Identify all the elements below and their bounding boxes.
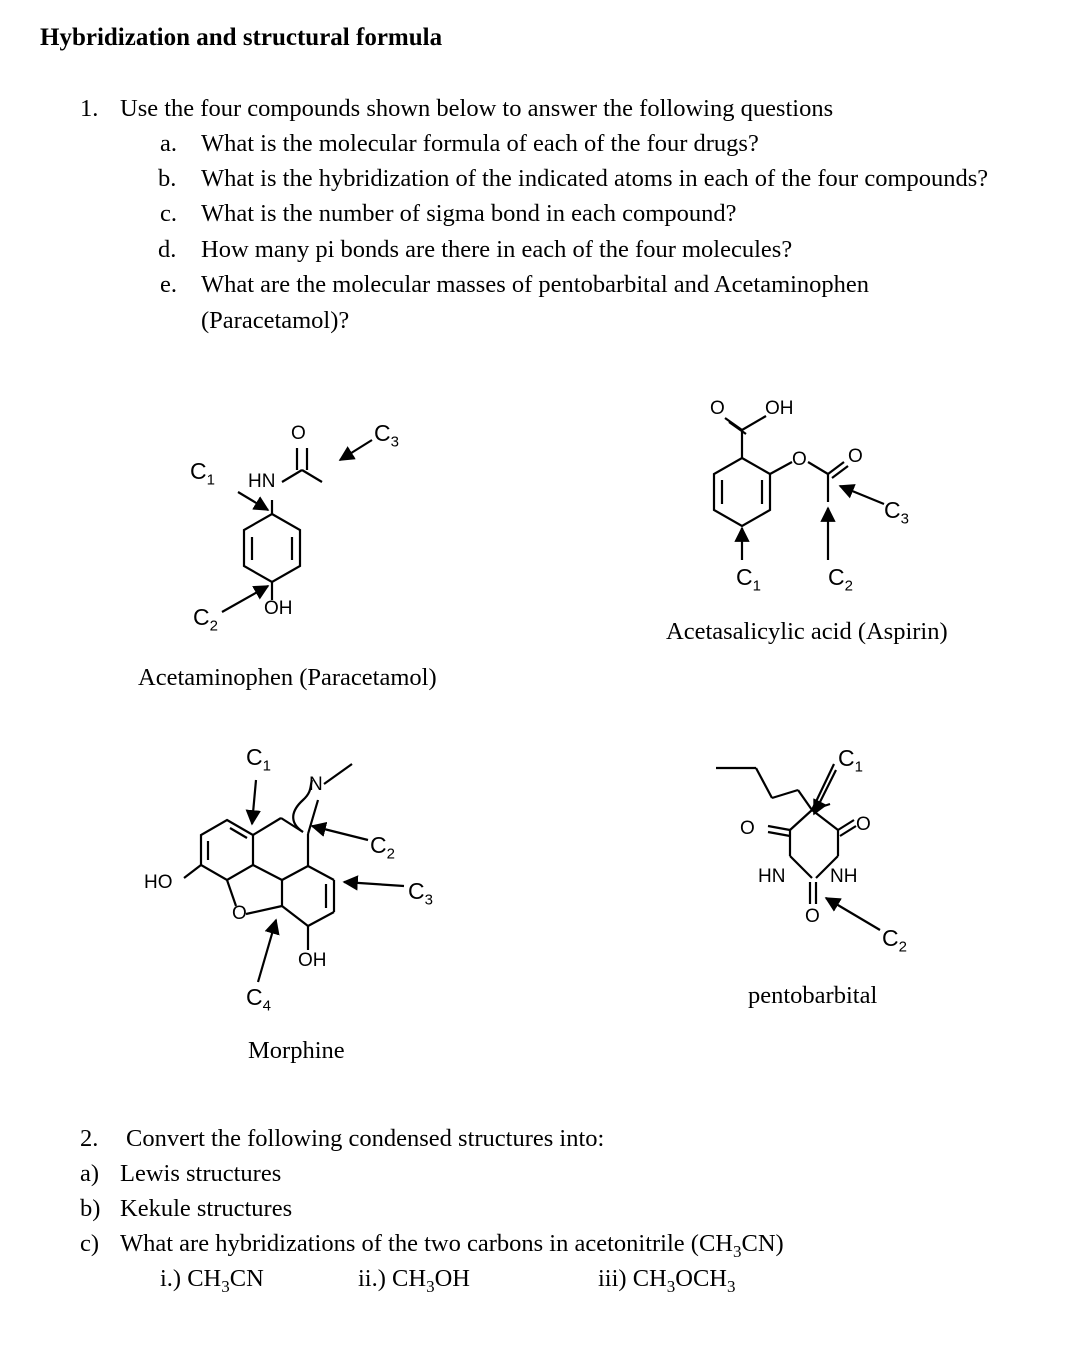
morphine-n: N xyxy=(309,774,323,795)
pentobarbital-caption: pentobarbital xyxy=(748,982,878,1009)
q2-b-text: Kekule structures xyxy=(120,1195,293,1222)
aspirin-carbonyl-o: O xyxy=(848,446,863,467)
q1-a-letter: a. xyxy=(160,130,177,157)
morphine-label-c2: $C_2$ xyxy=(370,832,395,863)
acetaminophen-oh: OH xyxy=(264,598,293,619)
q2-b-letter: b) xyxy=(80,1195,101,1222)
q1-e-letter: e. xyxy=(160,271,177,298)
question-1-number: 1. xyxy=(80,95,99,122)
question-2-number: 2. xyxy=(80,1125,99,1152)
q2-c-text: What are hybridizations of the two carbons in acetonitrile $(CH_3CN)$ xyxy=(120,1230,784,1261)
pentobarbital-carbonyl-o-right: O xyxy=(856,814,871,835)
pentobarbital-label-c2: $C_2$ xyxy=(882,925,907,956)
pentobarbital-label-c1: $C_1$ xyxy=(838,745,863,776)
aspirin-carboxyl-o: O xyxy=(710,398,725,419)
pentobarbital-nh: NH xyxy=(830,866,858,887)
q1-b-letter: b. xyxy=(158,165,177,192)
formula-ch3och3: iii) $CH_3OCH_3$ xyxy=(598,1265,736,1296)
q2-a-letter: a) xyxy=(80,1160,100,1187)
pentobarbital-carbonyl-o-left: O xyxy=(740,818,755,839)
morphine-label-c1: $C_1$ xyxy=(246,744,271,775)
pentobarbital-carbonyl-o-bottom: O xyxy=(805,906,820,927)
aspirin-ester-o: O xyxy=(792,449,807,470)
q2-a-text: Lewis structures xyxy=(120,1160,282,1187)
aspirin-label-c3: $C_3$ xyxy=(884,497,909,528)
acetaminophen-label-c2: $C_2$ xyxy=(193,604,218,635)
aspirin-carboxyl-oh: OH xyxy=(765,398,794,419)
acetaminophen-label-c1: $C_1$ xyxy=(190,458,215,489)
morphine-oh: OH xyxy=(298,950,327,971)
pentobarbital-hn: HN xyxy=(758,866,786,887)
morphine-ether-o: O xyxy=(232,903,247,924)
q1-c-letter: c. xyxy=(160,200,177,227)
aspirin-caption: Acetasalicylic acid (Aspirin) xyxy=(666,618,948,645)
q1-b-text: What is the hybridization of the indicated atoms in each of the four compounds? xyxy=(201,165,989,192)
question-1-text: Use the four compounds shown below to answer the following questions xyxy=(120,95,834,122)
q1-d-letter: d. xyxy=(158,236,177,263)
acetaminophen-carbonyl-o: O xyxy=(291,423,306,444)
morphine-caption: Morphine xyxy=(248,1037,345,1064)
q1-d-text: How many pi bonds are there in each of the four molecules? xyxy=(201,236,793,263)
question-2-text: Convert the following condensed structures into: xyxy=(126,1125,605,1152)
q1-e-text: What are the molecular masses of pentobarbital and Acetaminophen xyxy=(201,271,870,298)
page-title: Hybridization and structural formula xyxy=(40,24,443,51)
aspirin-label-c1: $C_1$ xyxy=(736,564,761,595)
morphine-label-c3: $C_3$ xyxy=(408,878,433,909)
q1-a-text: What is the molecular formula of each of the four drugs? xyxy=(201,130,759,157)
aspirin-label-c2: $C_2$ xyxy=(828,564,853,595)
q1-e-text-continued: (Paracetamol)? xyxy=(201,307,350,334)
acetaminophen-label-c3: $C_3$ xyxy=(374,420,399,451)
q2-c-letter: c) xyxy=(80,1230,100,1257)
morphine-ho: HO xyxy=(144,872,173,893)
q1-c-text: What is the number of sigma bond in each compound? xyxy=(201,200,737,227)
morphine-label-c4: $C_4$ xyxy=(246,984,271,1015)
formula-ch3cn: i.) $CH_3CN$ xyxy=(160,1265,264,1296)
acetaminophen-caption: Acetaminophen (Paracetamol) xyxy=(138,664,437,691)
acetaminophen-hn: HN xyxy=(248,471,276,492)
formula-ch3oh: ii.) $CH_3OH$ xyxy=(358,1265,470,1296)
